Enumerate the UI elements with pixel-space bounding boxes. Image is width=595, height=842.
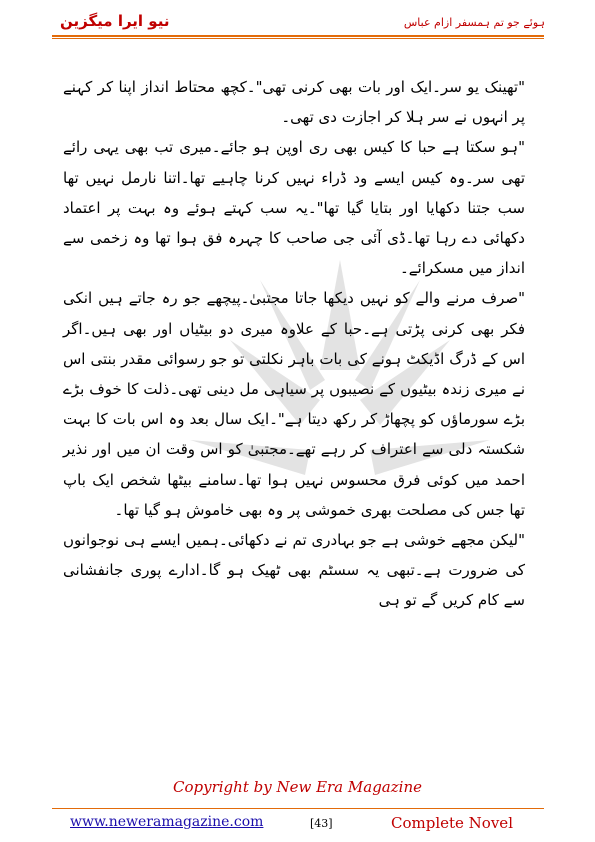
paragraph: "صرف مرنے والے کو نہیں دیکھا جاتا مجتبیٰ۔پیچھے جو رہ جاتے ہیں انکی فکر بھی کرنی پڑتی ہے۔حبا کے علاوہ میری دو بیٹیاں اور بھی ہیں۔اگر اس کے ڈرگ اڈیکٹ ہونے کی بات باہر نکلتی تو جو رسوائی مقدر بنتی اس نے میری زندہ بیٹیوں کے نصیبوں پر سیاہی مل دینی تھی۔ذلت کا خوف بڑے بڑے سورماؤں کو پچھاڑ کر رکھ دیتا ہے"۔ایک سال بعد وہ اس بات کا بہت شکستہ دلی سے اعتراف کر رہے تھے۔مجتبیٰ کو اس وقت ان میں اور نذیر احمد میں کوئی فرق محسوس نہیں ہوا تھا۔سامنے بیٹھا شخص ایک باپ تھا جس کی مصلحت بھری خموشی پر وہ بھی خاموش ہو گیا تھا۔: [63, 289, 525, 519]
novel-title-header: ہوئے جو تم ہمسفر ازام عباس: [403, 16, 545, 29]
paragraph: "ہو سکتا ہے حبا کا کیس بھی ری اوپن ہو جائے۔میری تب بھی یہی رائے تھی سر۔وہ کیس ایسے ود ڈراء نہیں کرنا چاہیے تھا۔اتنا نارمل نہیں تھا سب جتنا دکھایا اور بتایا گیا تھا"۔یہ سب کہتے ہوئے وہ بہت پر اعتماد دکھائی دے رہا تھا۔ڈی آئی جی صاحب کا چہرہ فق ہوا تھا وہ زخمی سے انداز میں مسکرائے۔: [63, 138, 525, 278]
website-link[interactable]: www.neweramagazine.com: [70, 814, 264, 830]
paragraph: "تھینک یو سر۔ایک اور بات بھی کرنی تھی"۔کچھ محتاط انداز اپنا کر کہنے پر انہوں نے سر ہلا کر اجازت دی تھی۔: [63, 78, 525, 127]
header-divider: [52, 35, 544, 37]
magazine-name: نیو ایرا میگزین: [60, 12, 170, 30]
page-number: [43]: [310, 817, 333, 830]
paragraph: "لیکن مجھے خوشی ہے جو بہادری تم نے دکھائی۔ہمیں ایسے ہی نوجوانوں کی ضرورت ہے۔تبھی یہ سسٹم بھی ٹھیک ہو گا۔ادارے پوری جانفشانی سے کام کریں گے تو ہی: [63, 531, 525, 610]
footer-label: Complete Novel: [391, 814, 513, 832]
copyright-notice: Copyright by New Era Magazine: [173, 778, 422, 796]
header-divider-thin: [52, 38, 544, 39]
novel-body: [63, 72, 525, 616]
footer-divider: [52, 808, 544, 809]
